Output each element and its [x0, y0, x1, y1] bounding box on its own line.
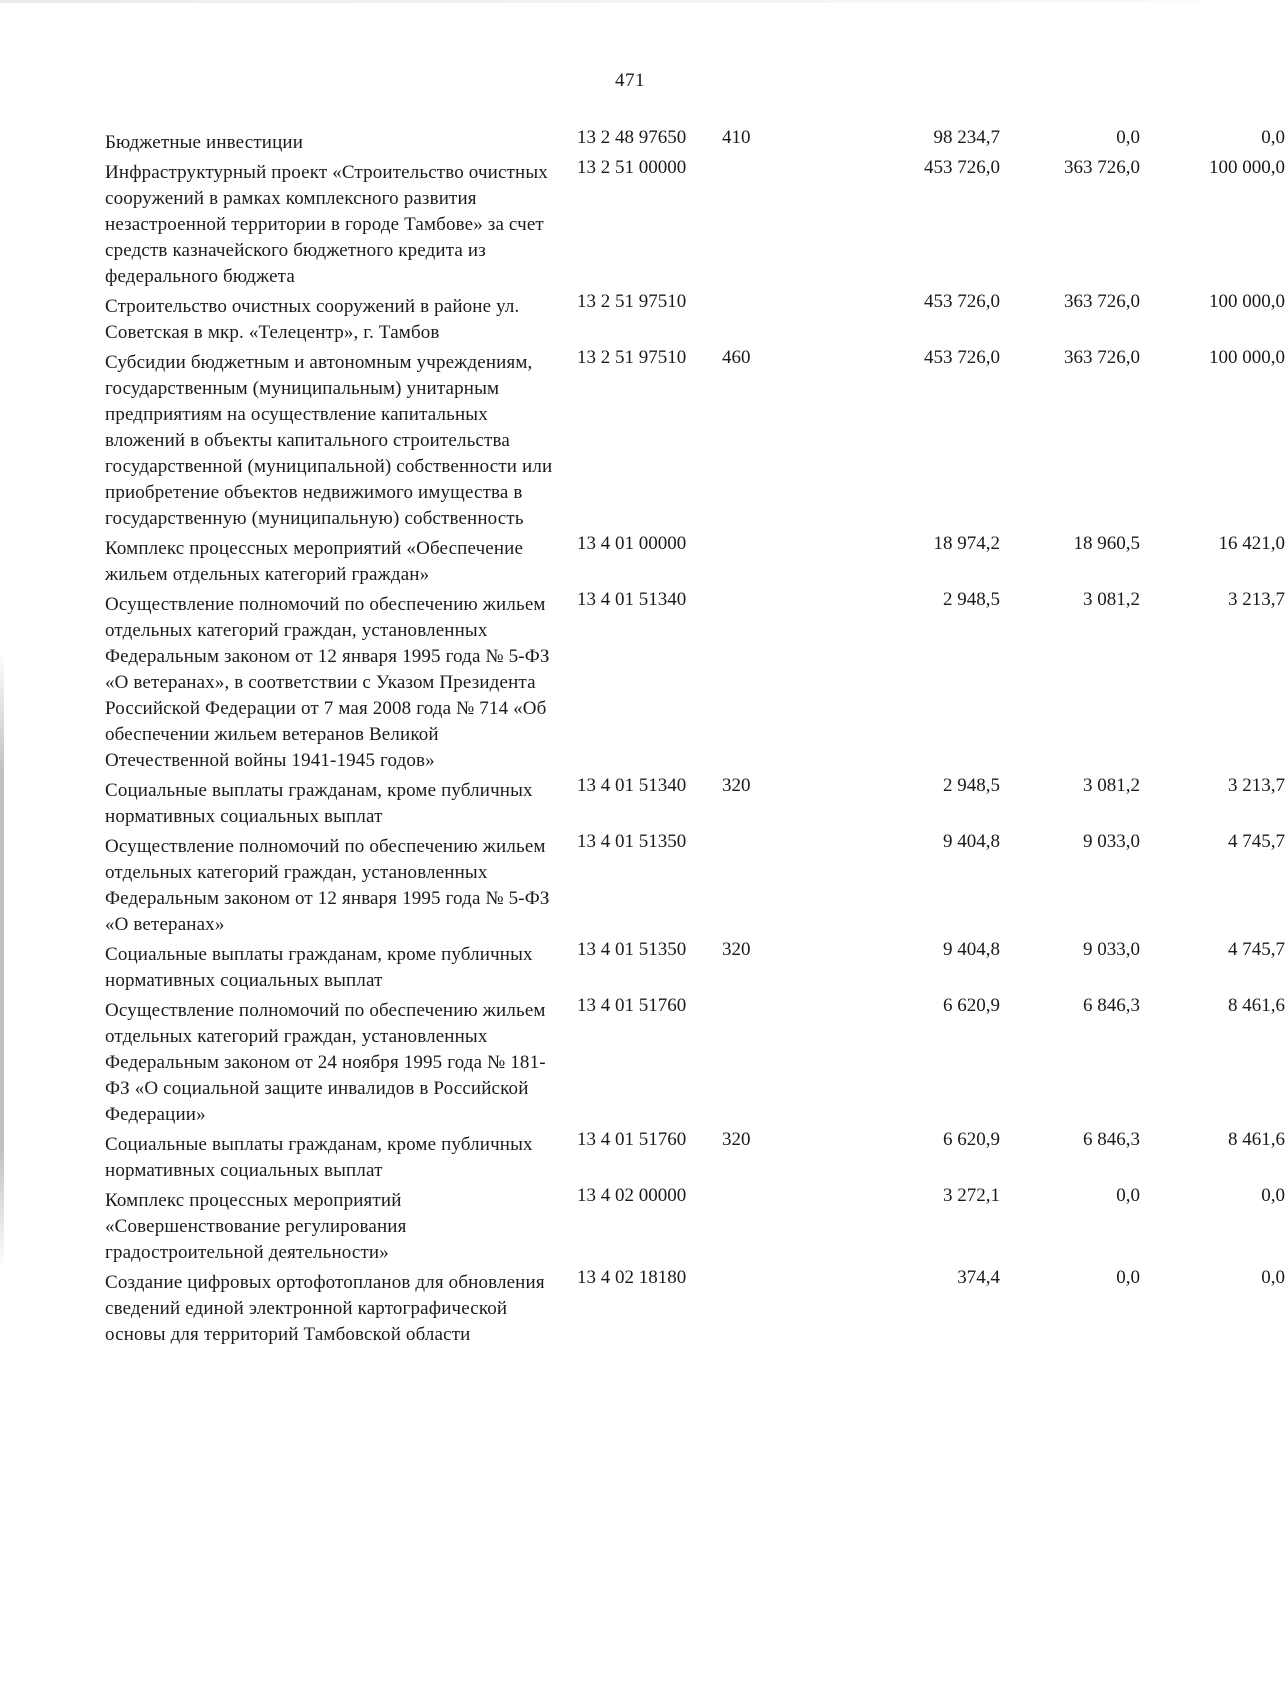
row-code: 13 4 01 00000 — [577, 533, 687, 554]
row-expense-type: 410 — [722, 127, 751, 148]
row-value-3: 16 421,0 — [1218, 533, 1285, 554]
row-value-1: 453 726,0 — [924, 291, 1000, 312]
budget-table — [105, 127, 1285, 1352]
row-value-2: 363 726,0 — [1064, 291, 1140, 312]
table-row — [105, 1185, 1285, 1266]
row-value-1: 2 948,5 — [943, 775, 1000, 796]
table-row — [105, 995, 1285, 1128]
row-value-1: 2 948,5 — [943, 589, 1000, 610]
row-value-3: 8 461,6 — [1228, 995, 1285, 1016]
table-row — [105, 939, 1285, 994]
row-code: 13 4 01 51340 — [577, 775, 687, 796]
row-value-3: 100 000,0 — [1209, 157, 1285, 178]
row-value-2: 9 033,0 — [1083, 831, 1140, 852]
row-value-3: 3 213,7 — [1228, 589, 1285, 610]
row-name: Комплекс процессных мероприятий «Совершенствование регулирования градостроительной деятельности» — [105, 1190, 407, 1263]
row-value-3: 0,0 — [1261, 127, 1285, 148]
row-expense-type: 320 — [722, 1129, 751, 1150]
row-value-2: 9 033,0 — [1083, 939, 1140, 960]
table-row — [105, 533, 1285, 588]
table-row — [105, 291, 1285, 346]
row-code: 13 4 02 18180 — [577, 1267, 687, 1288]
row-value-2: 6 846,3 — [1083, 1129, 1140, 1150]
row-value-3: 4 745,7 — [1228, 939, 1285, 960]
row-value-3: 100 000,0 — [1209, 291, 1285, 312]
table-row — [105, 347, 1285, 532]
row-value-1: 18 974,2 — [933, 533, 1000, 554]
table-row — [105, 775, 1285, 830]
table-row — [105, 1267, 1285, 1348]
row-name: Создание цифровых ортофотопланов для обновления сведений единой электронной картографической основы для территорий Тамбовской области — [105, 1272, 545, 1345]
row-code: 13 4 02 00000 — [577, 1185, 687, 1206]
table-row — [105, 157, 1285, 290]
row-value-2: 363 726,0 — [1064, 347, 1140, 368]
table-row — [105, 589, 1285, 774]
row-value-1: 9 404,8 — [943, 831, 1000, 852]
row-value-1: 6 620,9 — [943, 995, 1000, 1016]
row-code: 13 2 48 97650 — [577, 127, 687, 148]
row-name: Социальные выплаты гражданам, кроме публичных нормативных социальных выплат — [105, 780, 533, 827]
row-value-2: 0,0 — [1116, 1267, 1140, 1288]
row-value-2: 0,0 — [1116, 127, 1140, 148]
row-name: Инфраструктурный проект «Строительство очистных сооружений в рамках комплексного развития незастроенной территории в городе Тамбове» за счет средств казначейского бюджетного кредита из федерального бюджета — [105, 162, 548, 287]
row-code: 13 2 51 97510 — [577, 291, 687, 312]
row-value-1: 374,4 — [957, 1267, 1000, 1288]
row-value-3: 0,0 — [1261, 1267, 1285, 1288]
row-value-2: 6 846,3 — [1083, 995, 1140, 1016]
row-value-3: 4 745,7 — [1228, 831, 1285, 852]
row-name: Бюджетные инвестиции — [105, 132, 304, 153]
row-code: 13 2 51 00000 — [577, 157, 687, 178]
row-value-2: 3 081,2 — [1083, 589, 1140, 610]
row-expense-type: 320 — [722, 939, 751, 960]
row-value-2: 0,0 — [1116, 1185, 1140, 1206]
row-code: 13 2 51 97510 — [577, 347, 687, 368]
table-row — [105, 831, 1285, 938]
row-name: Осуществление полномочий по обеспечению жильем отдельных категорий граждан, установленных Федеральным законом от 12 января 1995 года № 5-ФЗ «О ветеранах» — [105, 836, 550, 935]
row-value-1: 6 620,9 — [943, 1129, 1000, 1150]
row-code: 13 4 01 51350 — [577, 939, 687, 960]
row-code: 13 4 01 51340 — [577, 589, 687, 610]
row-expense-type: 460 — [722, 347, 751, 368]
row-name: Осуществление полномочий по обеспечению жильем отдельных категорий граждан, установленных Федеральным законом от 12 января 1995 года № 5-ФЗ «О ветеранах», в соответствии с Указом Президента Российской Федерации от 7 мая 2008 года № 714 «Об обеспечении жильем ветеранов Великой Отечественной войны 1941-1945 годов» — [105, 594, 550, 771]
row-value-3: 8 461,6 — [1228, 1129, 1285, 1150]
row-name: Осуществление полномочий по обеспечению жильем отдельных категорий граждан, установленных Федеральным законом от 24 ноября 1995 года № 181-ФЗ «О социальной защите инвалидов в Российской Федерации» — [105, 1000, 546, 1125]
row-value-2: 18 960,5 — [1073, 533, 1140, 554]
row-value-3: 3 213,7 — [1228, 775, 1285, 796]
row-name: Субсидии бюджетным и автономным учреждениям, государственным (муниципальным) унитарным предприятиям на осуществление капитальных вложений в объекты капитального строительства государственной (муниципальной) собственности или приобретение объектов недвижимого имущества в государственную (муниципальную) собственность — [105, 352, 553, 529]
row-value-1: 98 234,7 — [933, 127, 1000, 148]
row-value-1: 9 404,8 — [943, 939, 1000, 960]
row-value-1: 3 272,1 — [943, 1185, 1000, 1206]
scan-margin-mark — [0, 650, 4, 1270]
page-number: 471 — [615, 70, 645, 91]
row-code: 13 4 01 51350 — [577, 831, 687, 852]
row-name: Строительство очистных сооружений в районе ул. Советская в мкр. «Телецентр», г. Тамбов — [105, 296, 520, 343]
row-expense-type: 320 — [722, 775, 751, 796]
row-value-3: 0,0 — [1261, 1185, 1285, 1206]
row-value-2: 363 726,0 — [1064, 157, 1140, 178]
row-code: 13 4 01 51760 — [577, 1129, 687, 1150]
row-value-2: 3 081,2 — [1083, 775, 1140, 796]
row-value-3: 100 000,0 — [1209, 347, 1285, 368]
row-name: Комплекс процессных мероприятий «Обеспечение жильем отдельных категорий граждан» — [105, 538, 524, 585]
row-name: Социальные выплаты гражданам, кроме публичных нормативных социальных выплат — [105, 1134, 533, 1181]
scan-edge — [0, 0, 1200, 3]
row-name: Социальные выплаты гражданам, кроме публичных нормативных социальных выплат — [105, 944, 533, 991]
row-code: 13 4 01 51760 — [577, 995, 687, 1016]
row-value-1: 453 726,0 — [924, 157, 1000, 178]
table-row — [105, 127, 1285, 156]
table-row — [105, 1129, 1285, 1184]
row-value-1: 453 726,0 — [924, 347, 1000, 368]
